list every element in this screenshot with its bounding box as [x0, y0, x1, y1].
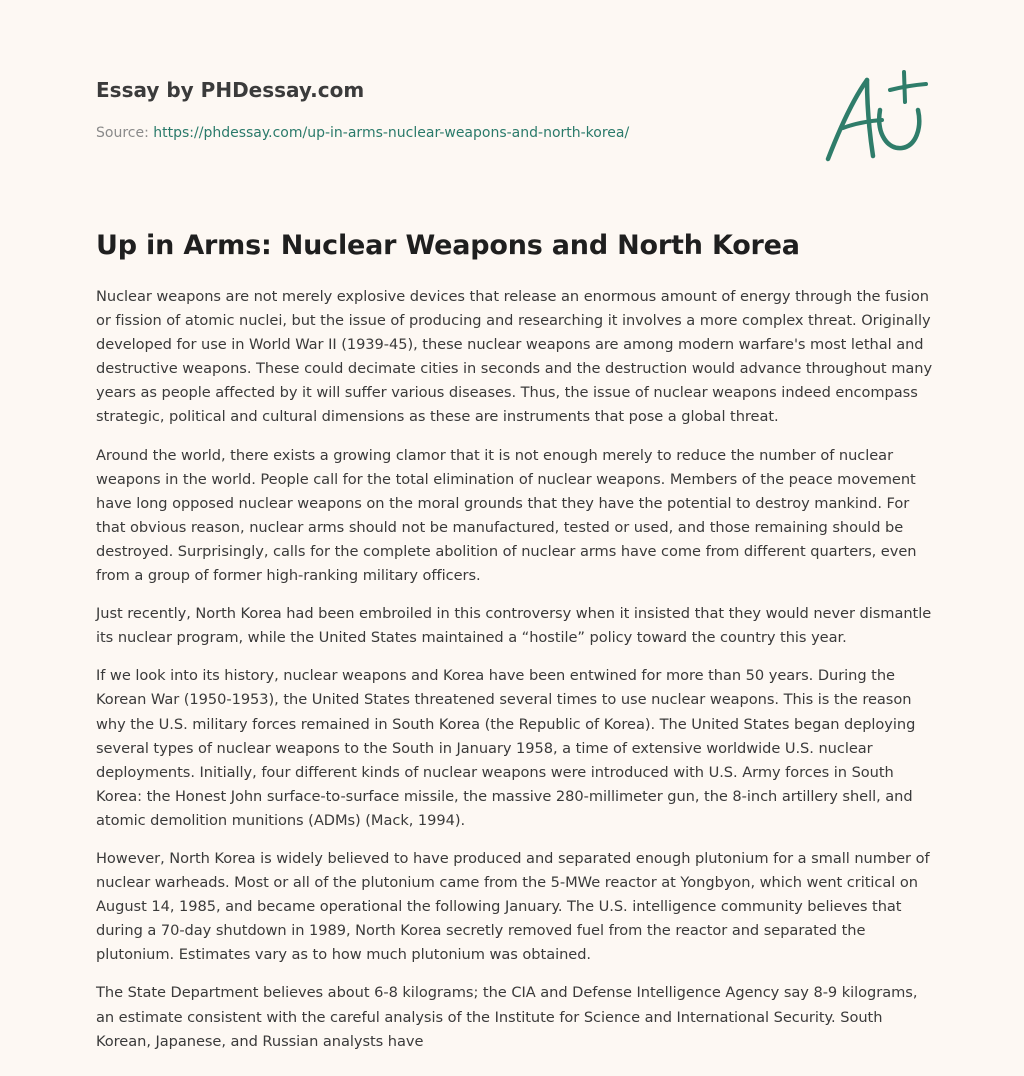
source-line — [96, 123, 629, 143]
essay-title: Up in Arms: Nuclear Weapons and North Korea — [96, 230, 800, 261]
essay-paragraph: Around the world, there exists a growing clamor that it is not enough merely to reduce the number of nuclear weapons in the world. People call for the total elimination of nuclear weapons. Members of the peace movement have long opposed nuclear weapons on the moral grounds that they have the potential to destroy mankind. For that obvious reason, nuclear arms should not be manufactured, tested or used, and those remaining should be destroyed. Surprisingly, calls for the complete abolition of nuclear arms have come from different quarters, even from a group of former high-ranking military officers. — [96, 446, 917, 585]
a-plus-logo-icon — [818, 66, 934, 166]
essay-paragraph: Nuclear weapons are not merely explosive devices that release an enormous amount of energy through the fusion or fission of atomic nuclei, but the issue of producing and researching it involves a more complex threat. Originally developed for use in World War II (1939-45), these nuclear weapons are among modern warfare's most lethal and destructive weapons. These could decimate cities in seconds and the destruction would advance throughout many years as people affected by it will suffer various diseases. Thus, the issue of nuclear weapons indeed encompass strategic, political and cultural dimensions as these are instruments that pose a global threat. — [96, 288, 933, 426]
source-label: Source: — [96, 125, 149, 141]
essay-paragraph: However, North Korea is widely believed to have produced and separated enough plutonium for a small number of nuclear warheads. Most or all of the plutonium came from the 5-MWe reactor at Yongbyon, which went critical on August 14, 1985, and became operational the following January. The U.S. intelligence community believes that during a 70-day shutdown in 1989, North Korea secretly removed fuel from the reactor and separated the plutonium. Estimates vary as to how much plutonium was obtained. — [96, 849, 930, 964]
essay-paragraph: Just recently, North Korea had been embroiled in this controversy when it insisted that they would never dismantle its nuclear program, while the United States maintained a “hostile” policy toward the country this year. — [96, 605, 932, 647]
source-link[interactable]: https://phdessay.com/up-in-arms-nuclear-weapons-and-north-korea/ — [153, 125, 630, 141]
essay-paragraph: If we look into its history, nuclear weapons and Korea have been entwined for more than 50 years. During the Korean War (1950-1953), the United States threatened several times to use nuclear weapons. This is the reason why the U.S. military forces remained in South Korea (the Republic of Korea). The United States began deploying several types of nuclear weapons to the South in January 1958, a time of extensive worldwide U.S. nuclear deployments. Initially, four different kinds of nuclear weapons were introduced with U.S. Army forces in South Korea: the Honest John surface-to-surface missile, the massive 280-millimeter gun, the 8-inch artillery shell, and atomic demolition munitions (ADMs) (Mack, 1994). — [96, 667, 916, 829]
essay-paragraph: The State Department believes about 6-8 kilograms; the CIA and Defense Intelligence Agency say 8-9 kilograms, an estimate consistent with the careful analysis of the Institute for Science and International Security. South Korean, Japanese, and Russian analysts have — [96, 984, 918, 1050]
site-title: Essay by PHDessay.com — [96, 78, 365, 102]
essay-body — [96, 285, 938, 1068]
